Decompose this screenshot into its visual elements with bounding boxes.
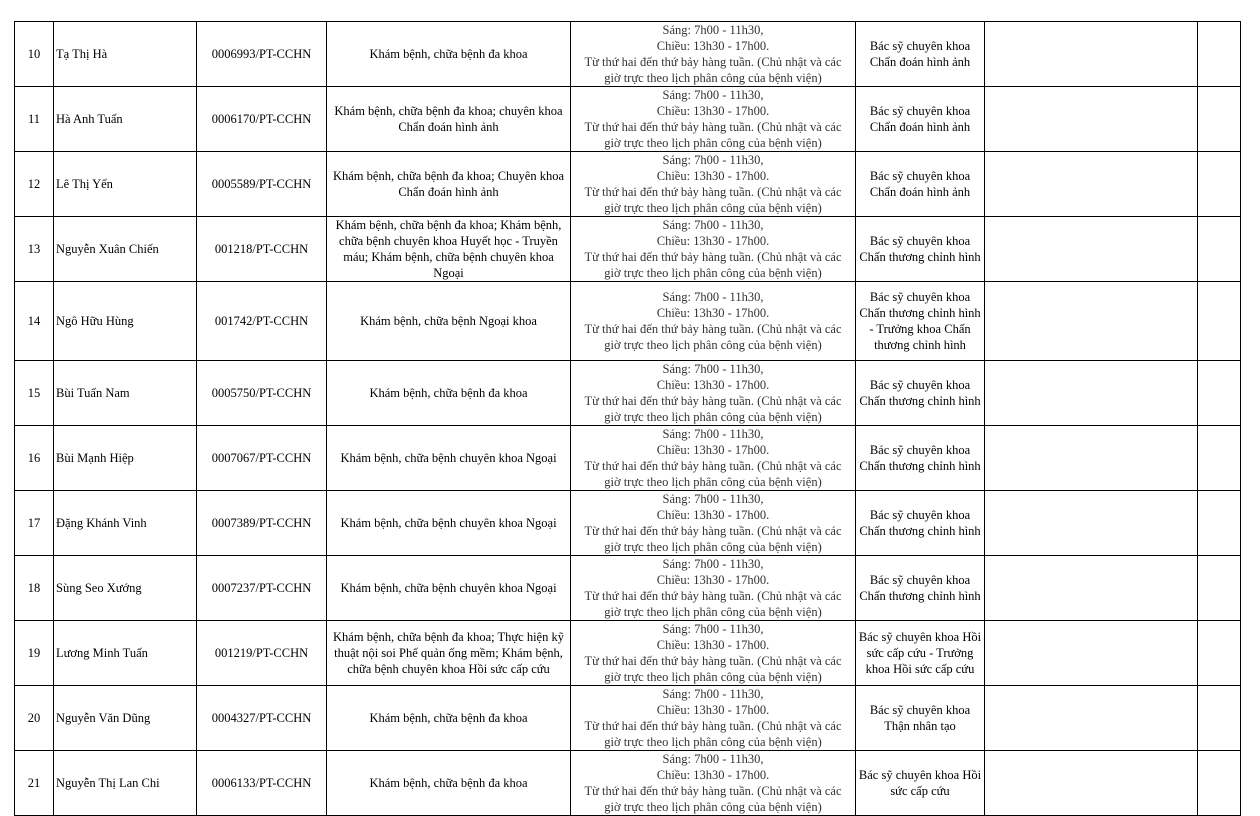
schedule-line: Chiều: 13h30 - 17h00. [656, 508, 770, 522]
extra-cell [1198, 426, 1241, 491]
name-cell: Nguyễn Thị Lan Chi [54, 751, 197, 816]
schedule-line: Sáng: 7h00 - 11h30, [662, 218, 764, 232]
note-cell [985, 22, 1198, 87]
schedule-cell [571, 87, 856, 152]
schedule-line: Sáng: 7h00 - 11h30, [662, 290, 764, 304]
table-row [15, 22, 1241, 87]
schedule-cell [571, 22, 856, 87]
schedule-line: Từ thứ hai đến thứ bảy hàng tuần. (Chủ nhật và các [584, 120, 842, 134]
position-cell: Bác sỹ chuyên khoa Hồi sức cấp cứu - Trưởng khoa Hồi sức cấp cứu [856, 621, 985, 686]
schedule-line: Sáng: 7h00 - 11h30, [662, 23, 764, 37]
name-cell: Lương Minh Tuấn [54, 621, 197, 686]
note-cell [985, 217, 1198, 282]
schedule-line: Từ thứ hai đến thứ bảy hàng tuần. (Chủ nhật và các [584, 185, 842, 199]
table-row [15, 152, 1241, 217]
schedule-line: Từ thứ hai đến thứ bảy hàng tuần. (Chủ nhật và các [584, 459, 842, 473]
extra-cell [1198, 87, 1241, 152]
schedule-line: Từ thứ hai đến thứ bảy hàng tuần. (Chủ nhật và các [584, 719, 842, 733]
row-number-cell: 10 [15, 22, 54, 87]
practice-scope-cell: Khám bệnh, chữa bệnh đa khoa; Khám bệnh, chữa bệnh chuyên khoa Huyết học - Truyền máu; Khám bệnh, chữa bệnh chuyên khoa Ngoại [327, 217, 571, 282]
note-cell [985, 426, 1198, 491]
table-row [15, 426, 1241, 491]
certificate-cell: 0007389/PT-CCHN [197, 491, 327, 556]
schedule-cell [571, 686, 856, 751]
certificate-cell: 0006170/PT-CCHN [197, 87, 327, 152]
name-cell: Ngô Hữu Hùng [54, 282, 197, 361]
schedule-line: Sáng: 7h00 - 11h30, [662, 88, 764, 102]
table-row [15, 686, 1241, 751]
schedule-cell [571, 556, 856, 621]
name-cell: Bùi Tuấn Nam [54, 361, 197, 426]
certificate-cell: 0007237/PT-CCHN [197, 556, 327, 621]
certificate-cell: 001218/PT-CCHN [197, 217, 327, 282]
schedule-line: Từ thứ hai đến thứ bảy hàng tuần. (Chủ nhật và các [584, 524, 842, 538]
certificate-cell: 0007067/PT-CCHN [197, 426, 327, 491]
position-cell: Bác sỹ chuyên khoa Chẩn đoán hình ảnh [856, 22, 985, 87]
schedule-line: Chiều: 13h30 - 17h00. [656, 378, 770, 392]
schedule-line: giờ trực theo lịch phân công của bệnh viện) [604, 266, 822, 280]
note-cell [985, 556, 1198, 621]
schedule-line: Từ thứ hai đến thứ bảy hàng tuần. (Chủ nhật và các [584, 394, 842, 408]
extra-cell [1198, 751, 1241, 816]
schedule-line: giờ trực theo lịch phân công của bệnh viện) [604, 670, 822, 684]
schedule-line: Từ thứ hai đến thứ bảy hàng tuần. (Chủ nhật và các [584, 322, 842, 336]
schedule-cell [571, 361, 856, 426]
staff-table [14, 21, 1241, 816]
practice-scope-cell: Khám bệnh, chữa bệnh đa khoa [327, 361, 571, 426]
schedule-line: Từ thứ hai đến thứ bảy hàng tuần. (Chủ nhật và các [584, 784, 842, 798]
schedule-cell [571, 491, 856, 556]
schedule-line: giờ trực theo lịch phân công của bệnh viện) [604, 475, 822, 489]
position-cell: Bác sỹ chuyên khoa Chấn thương chỉnh hình [856, 426, 985, 491]
row-number-cell: 20 [15, 686, 54, 751]
practice-scope-cell: Khám bệnh, chữa bệnh chuyên khoa Ngoại [327, 426, 571, 491]
note-cell [985, 152, 1198, 217]
extra-cell [1198, 22, 1241, 87]
schedule-line: Chiều: 13h30 - 17h00. [656, 234, 770, 248]
name-cell: Sùng Seo Xướng [54, 556, 197, 621]
extra-cell [1198, 217, 1241, 282]
table-body [15, 22, 1241, 816]
practice-scope-cell: Khám bệnh, chữa bệnh chuyên khoa Ngoại [327, 491, 571, 556]
note-cell [985, 282, 1198, 361]
position-cell: Bác sỹ chuyên khoa Chẩn đoán hình ảnh [856, 87, 985, 152]
row-number-cell: 21 [15, 751, 54, 816]
schedule-line: Sáng: 7h00 - 11h30, [662, 687, 764, 701]
practice-scope-cell: Khám bệnh, chữa bệnh chuyên khoa Ngoại [327, 556, 571, 621]
extra-cell [1198, 282, 1241, 361]
name-cell: Hà Anh Tuấn [54, 87, 197, 152]
schedule-line: Từ thứ hai đến thứ bảy hàng tuần. (Chủ nhật và các [584, 55, 842, 69]
row-number-cell: 17 [15, 491, 54, 556]
table-row [15, 282, 1241, 361]
position-cell: Bác sỹ chuyên khoa Chấn thương chỉnh hình - Trưởng khoa Chấn thương chỉnh hình [856, 282, 985, 361]
note-cell [985, 87, 1198, 152]
schedule-line: Sáng: 7h00 - 11h30, [662, 492, 764, 506]
position-cell: Bác sỹ chuyên khoa Chấn thương chỉnh hình [856, 217, 985, 282]
row-number-cell: 14 [15, 282, 54, 361]
row-number-cell: 12 [15, 152, 54, 217]
name-cell: Lê Thị Yến [54, 152, 197, 217]
table-row [15, 87, 1241, 152]
schedule-cell [571, 217, 856, 282]
note-cell [985, 621, 1198, 686]
schedule-line: Sáng: 7h00 - 11h30, [662, 362, 764, 376]
practice-scope-cell: Khám bệnh, chữa bệnh Ngoại khoa [327, 282, 571, 361]
schedule-line: Sáng: 7h00 - 11h30, [662, 557, 764, 571]
certificate-cell: 0006993/PT-CCHN [197, 22, 327, 87]
schedule-line: Từ thứ hai đến thứ bảy hàng tuần. (Chủ nhật và các [584, 250, 842, 264]
row-number-cell: 18 [15, 556, 54, 621]
table-row [15, 621, 1241, 686]
row-number-cell: 13 [15, 217, 54, 282]
schedule-cell [571, 751, 856, 816]
table-row [15, 361, 1241, 426]
schedule-cell [571, 426, 856, 491]
schedule-cell [571, 152, 856, 217]
schedule-line: Chiều: 13h30 - 17h00. [656, 703, 770, 717]
position-cell: Bác sỹ chuyên khoa Chấn thương chỉnh hình [856, 556, 985, 621]
schedule-line: Sáng: 7h00 - 11h30, [662, 427, 764, 441]
position-cell: Bác sỹ chuyên khoa Chẩn đoán hình ảnh [856, 152, 985, 217]
schedule-line: Từ thứ hai đến thứ bảy hàng tuần. (Chủ nhật và các [584, 589, 842, 603]
schedule-line: Chiều: 13h30 - 17h00. [656, 169, 770, 183]
table-row [15, 556, 1241, 621]
name-cell: Tạ Thị Hà [54, 22, 197, 87]
note-cell [985, 361, 1198, 426]
note-cell [985, 751, 1198, 816]
schedule-line: Chiều: 13h30 - 17h00. [656, 306, 770, 320]
schedule-line: giờ trực theo lịch phân công của bệnh viện) [604, 735, 822, 749]
certificate-cell: 001742/PT-CCHN [197, 282, 327, 361]
practice-scope-cell: Khám bệnh, chữa bệnh đa khoa [327, 22, 571, 87]
row-number-cell: 16 [15, 426, 54, 491]
practice-scope-cell: Khám bệnh, chữa bệnh đa khoa; Thực hiện kỹ thuật nội soi Phế quản ống mềm; Khám bệnh, chữa bệnh chuyên khoa Hồi sức cấp cứu [327, 621, 571, 686]
name-cell: Nguyễn Xuân Chiến [54, 217, 197, 282]
schedule-line: Chiều: 13h30 - 17h00. [656, 39, 770, 53]
certificate-cell: 0006133/PT-CCHN [197, 751, 327, 816]
table-row [15, 751, 1241, 816]
schedule-line: Chiều: 13h30 - 17h00. [656, 638, 770, 652]
schedule-line: giờ trực theo lịch phân công của bệnh viện) [604, 410, 822, 424]
name-cell: Bùi Mạnh Hiệp [54, 426, 197, 491]
schedule-line: Sáng: 7h00 - 11h30, [662, 153, 764, 167]
schedule-line: Từ thứ hai đến thứ bảy hàng tuần. (Chủ nhật và các [584, 654, 842, 668]
extra-cell [1198, 621, 1241, 686]
practice-scope-cell: Khám bệnh, chữa bệnh đa khoa; chuyên khoa Chẩn đoán hình ảnh [327, 87, 571, 152]
schedule-line: giờ trực theo lịch phân công của bệnh viện) [604, 338, 822, 352]
extra-cell [1198, 152, 1241, 217]
position-cell: Bác sỹ chuyên khoa Hồi sức cấp cứu [856, 751, 985, 816]
schedule-line: giờ trực theo lịch phân công của bệnh viện) [604, 540, 822, 554]
schedule-line: giờ trực theo lịch phân công của bệnh viện) [604, 201, 822, 215]
extra-cell [1198, 491, 1241, 556]
position-cell: Bác sỹ chuyên khoa Thận nhân tạo [856, 686, 985, 751]
practice-scope-cell: Khám bệnh, chữa bệnh đa khoa; Chuyên khoa Chẩn đoán hình ảnh [327, 152, 571, 217]
schedule-line: Chiều: 13h30 - 17h00. [656, 768, 770, 782]
row-number-cell: 19 [15, 621, 54, 686]
extra-cell [1198, 556, 1241, 621]
schedule-line: giờ trực theo lịch phân công của bệnh viện) [604, 71, 822, 85]
certificate-cell: 0005589/PT-CCHN [197, 152, 327, 217]
schedule-line: giờ trực theo lịch phân công của bệnh viện) [604, 800, 822, 814]
row-number-cell: 15 [15, 361, 54, 426]
certificate-cell: 0005750/PT-CCHN [197, 361, 327, 426]
table-row [15, 491, 1241, 556]
row-number-cell: 11 [15, 87, 54, 152]
name-cell: Nguyễn Văn Dũng [54, 686, 197, 751]
note-cell [985, 686, 1198, 751]
schedule-line: Chiều: 13h30 - 17h00. [656, 104, 770, 118]
schedule-line: giờ trực theo lịch phân công của bệnh viện) [604, 605, 822, 619]
schedule-line: Sáng: 7h00 - 11h30, [662, 622, 764, 636]
schedule-line: Chiều: 13h30 - 17h00. [656, 573, 770, 587]
extra-cell [1198, 361, 1241, 426]
practice-scope-cell: Khám bệnh, chữa bệnh đa khoa [327, 751, 571, 816]
schedule-cell [571, 621, 856, 686]
schedule-line: giờ trực theo lịch phân công của bệnh viện) [604, 136, 822, 150]
certificate-cell: 0004327/PT-CCHN [197, 686, 327, 751]
schedule-line: Chiều: 13h30 - 17h00. [656, 443, 770, 457]
practice-scope-cell: Khám bệnh, chữa bệnh đa khoa [327, 686, 571, 751]
table-row [15, 217, 1241, 282]
name-cell: Đặng Khánh Vinh [54, 491, 197, 556]
position-cell: Bác sỹ chuyên khoa Chấn thương chỉnh hình [856, 491, 985, 556]
extra-cell [1198, 686, 1241, 751]
note-cell [985, 491, 1198, 556]
certificate-cell: 001219/PT-CCHN [197, 621, 327, 686]
schedule-line: Sáng: 7h00 - 11h30, [662, 752, 764, 766]
schedule-cell [571, 282, 856, 361]
position-cell: Bác sỹ chuyên khoa Chấn thương chỉnh hình [856, 361, 985, 426]
